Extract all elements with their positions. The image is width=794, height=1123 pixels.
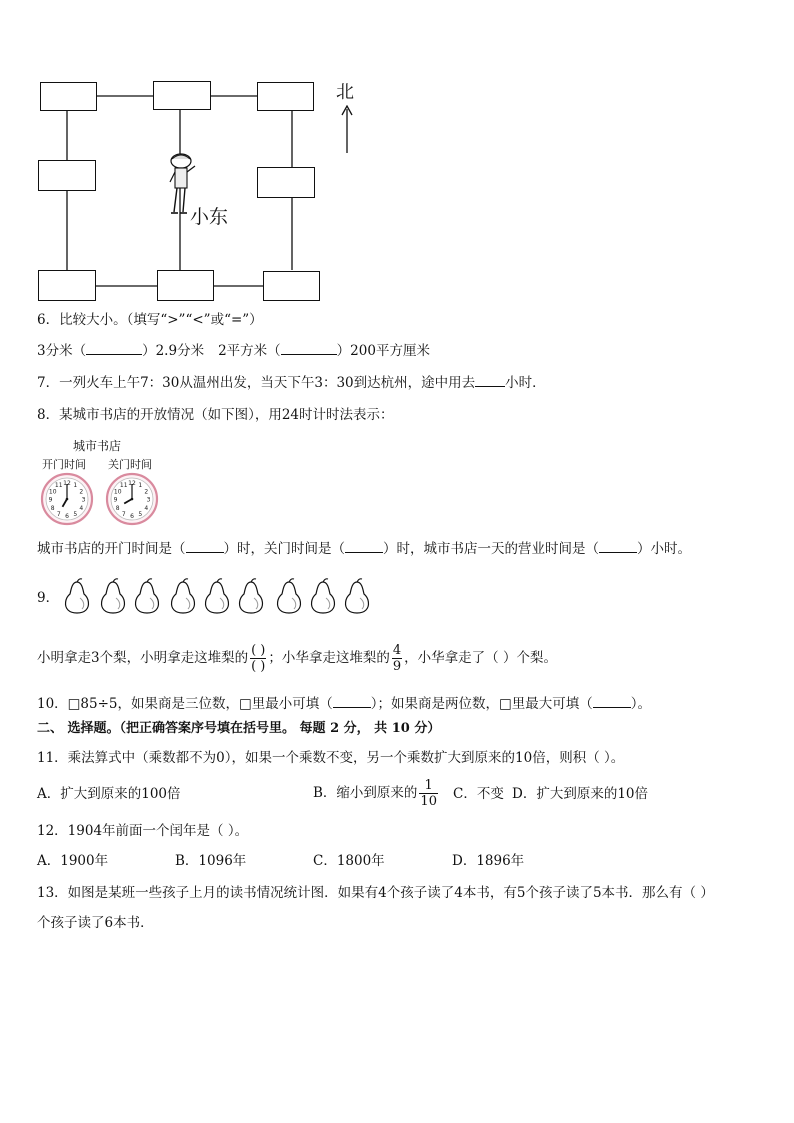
q9-fraction-blank-num: ( ) <box>251 643 266 658</box>
map-box-middle-right <box>257 167 315 198</box>
clock-numeral: 2 <box>144 488 149 496</box>
clock-numeral: 6 <box>130 513 134 520</box>
q8-answer-text-c: ）时，城市书店一天的营业时间是（ <box>383 541 599 557</box>
q11-opt-b[interactable] <box>313 774 440 814</box>
clock-numeral: 9 <box>113 496 118 504</box>
clock-numeral: 12 <box>128 480 136 487</box>
q12-opt-c[interactable]: C．1800年 <box>313 853 385 869</box>
q8-answer-text-a: 城市书店的开门时间是（ <box>37 541 186 557</box>
q9-fraction-den: 9 <box>392 659 402 674</box>
q12-opt-b[interactable]: B．1096年 <box>175 853 247 869</box>
pear-icon <box>274 578 304 616</box>
q7-question <box>37 374 546 392</box>
q7-text: 7．一列火车上午7：30从温州出发，当天下午3：30到达杭州，途中用去 <box>37 375 476 391</box>
q8-store-name: 城市书店 <box>73 439 122 453</box>
map-box-bottom-middle <box>157 270 214 301</box>
person-label: 小东 <box>190 206 229 228</box>
q6-blank-a[interactable] <box>86 354 142 355</box>
map-box-top-left <box>40 82 97 111</box>
q11-opt-b-num: 1 <box>419 778 438 794</box>
q11-opt-b-fraction <box>419 778 438 809</box>
map-box-bottom-left <box>38 270 96 301</box>
clock-open-icon <box>40 472 94 526</box>
q8-title: 8．某城市书店的开放情况（如下图），用24时计时法表示： <box>37 407 394 423</box>
q12-opt-a[interactable]: A．1900年 <box>37 853 109 869</box>
clock-numeral: 5 <box>73 510 78 518</box>
q8-blank-open[interactable] <box>186 552 224 553</box>
q9-text-c: ，小华拿走了（ ）个梨。 <box>404 650 557 666</box>
pear-icon <box>202 578 232 616</box>
map-box-bottom-right <box>263 271 320 301</box>
map-box-top-middle <box>153 81 211 110</box>
q10-question <box>37 695 651 713</box>
clock-numeral: 11 <box>54 482 63 490</box>
map-figure <box>30 72 370 307</box>
pear-icon <box>132 578 162 616</box>
clock-numeral: 6 <box>65 513 69 520</box>
q7-blank[interactable] <box>475 386 505 387</box>
clock-numeral: 5 <box>138 510 143 518</box>
q8-close-label: 关门时间 <box>108 458 152 471</box>
q10-blank-a[interactable] <box>333 707 371 708</box>
q9-fraction <box>392 643 402 674</box>
q8-answer-text-b: ）时，关门时间是（ <box>223 541 345 557</box>
clock-numeral: 1 <box>138 482 143 490</box>
clock-numeral: 8 <box>50 504 55 512</box>
q10-text-a: 10．□85÷5，如果商是三位数，□里最小可填（ <box>37 696 333 712</box>
pear-icon <box>308 578 338 616</box>
clock-numeral: 3 <box>146 496 151 504</box>
q10-text-b: ）；如果商是两位数，□里最大可填（ <box>370 696 593 712</box>
clock-numeral: 9 <box>48 496 53 504</box>
q11-stem: 11．乘法算式中（乘数都不为0），如果一个乘数不变，另一个乘数扩大到原来的10倍，则积（ ）。 <box>37 750 625 766</box>
q6-left-b: 2平方米（ <box>218 343 281 359</box>
pear-icon <box>168 578 198 616</box>
clock-numeral: 12 <box>63 480 71 487</box>
clock-numeral: 10 <box>113 488 122 496</box>
clock-numeral: 8 <box>115 504 120 512</box>
pear-icon <box>342 578 372 616</box>
q13-line2: 个孩子读了6本书． <box>37 915 154 931</box>
q11-opt-d[interactable]: D．扩大到原来的10倍 <box>512 786 649 802</box>
pear-row <box>62 578 372 618</box>
map-box-middle-left <box>38 160 96 191</box>
q6-right-a: ）2.9分米 <box>142 343 205 359</box>
q8-open-label: 开门时间 <box>42 458 86 471</box>
q9-text-b: ；小华拿走这堆梨的 <box>268 650 390 666</box>
q8-blank-close[interactable] <box>345 552 383 553</box>
pear-icon <box>236 578 266 616</box>
clock-numeral: 7 <box>56 510 61 518</box>
clock-numeral: 7 <box>121 510 126 518</box>
q11-opt-b-text: B．缩小到原来的 <box>313 785 418 801</box>
q9-fraction-blank-den: ( ) <box>251 659 266 674</box>
q6-title: 6．比较大小。（填写“>”“<”或“=”） <box>37 312 263 328</box>
q7-text-end: 小时． <box>505 375 546 391</box>
pear-icon <box>98 578 128 616</box>
q6-left-a: 3分米（ <box>37 343 87 359</box>
clock-numeral: 2 <box>79 488 84 496</box>
q11-opt-a[interactable]: A．扩大到原来的100倍 <box>37 786 181 802</box>
clock-numeral: 3 <box>81 496 86 504</box>
q8-answer-row <box>37 540 691 558</box>
q9-fraction-num: 4 <box>392 643 402 658</box>
q8-answer-text-d: ）小时。 <box>637 541 691 557</box>
q12-opt-d[interactable]: D．1896年 <box>452 853 525 869</box>
q9-number: 9． <box>37 590 60 606</box>
map-box-top-right <box>257 82 314 111</box>
clock-numeral: 1 <box>73 482 78 490</box>
q11-opt-c[interactable]: C．不变 <box>453 786 504 802</box>
q13-line1: 13．如图是某班一些孩子上月的读书情况统计图．如果有4个孩子读了4本书，有5个孩子读了5本书．那么有（ ） <box>37 885 714 901</box>
q9-text-a: 小明拿走3个梨，小明拿走这堆梨的 <box>37 650 249 666</box>
q6-compare-row <box>37 342 430 360</box>
q6-right-b: ）200平方厘米 <box>336 343 430 359</box>
clock-numeral: 4 <box>79 504 84 512</box>
q10-blank-b[interactable] <box>593 707 631 708</box>
clock-numeral: 11 <box>119 482 128 490</box>
clock-numeral: 10 <box>48 488 57 496</box>
clock-close-icon <box>105 472 159 526</box>
q6-blank-b[interactable] <box>281 354 337 355</box>
q9-fraction-blank[interactable] <box>250 643 266 674</box>
section2-title: 二、 选择题。（把正确答案序号填在括号里。 每题 2 分， 共 10 分） <box>37 721 441 736</box>
pear-icon <box>62 578 92 616</box>
clock-numeral: 4 <box>144 504 149 512</box>
q12-stem: 12．1904年前面一个闰年是（ ）。 <box>37 823 249 839</box>
north-label: 北 <box>336 82 354 103</box>
north-arrow-icon <box>341 105 353 155</box>
q8-blank-hours[interactable] <box>599 552 637 553</box>
q9-question <box>37 640 557 680</box>
q10-text-c: ）。 <box>630 696 652 712</box>
q11-opt-b-den: 10 <box>420 794 437 809</box>
